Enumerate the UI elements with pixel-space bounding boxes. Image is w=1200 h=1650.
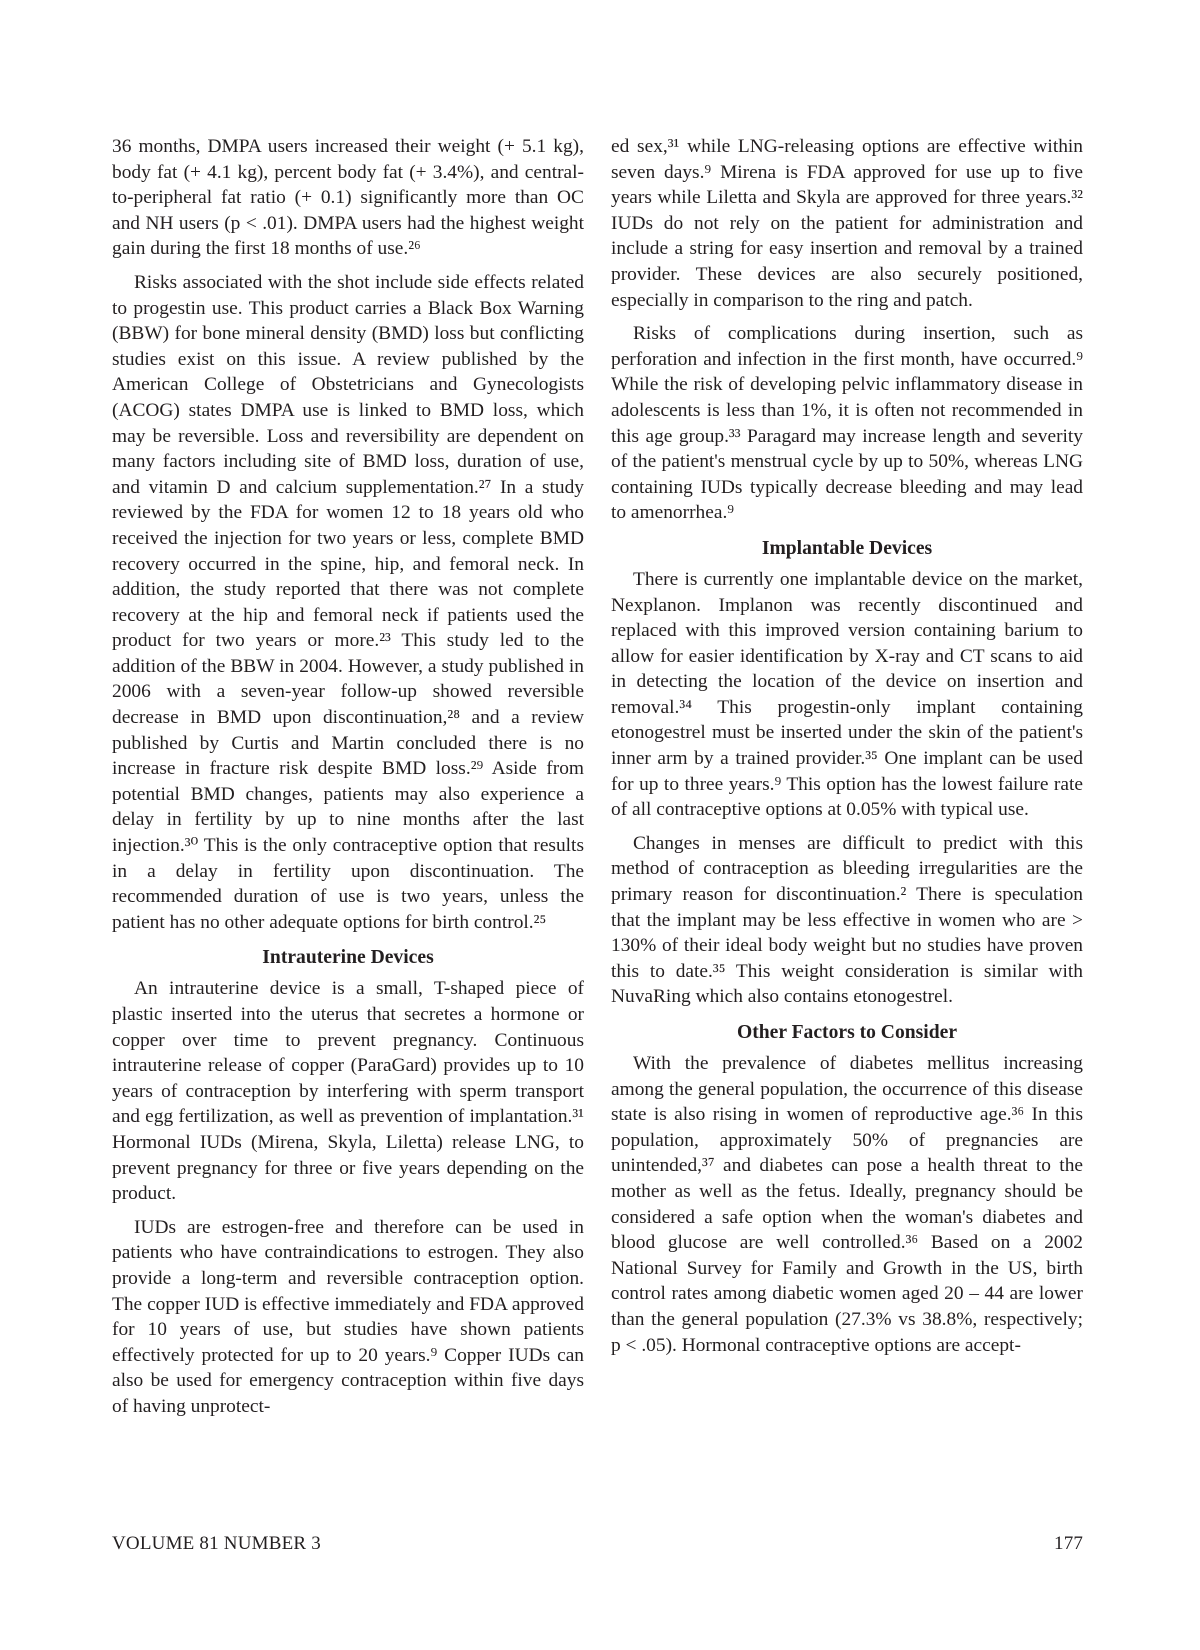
body-paragraph: With the prevalence of diabetes mellitus increasing among the general population, the occurrence of this disease state is also rising in women of reproductive age.³⁶ In this population, approximately 50% of pregnancies are unintended,³⁷ and diabetes can pose a health threat to the mother as well as the fetus. Ideally, pregnancy should be considered a safe option when the woman's diabetes and blood glucose are well controlled.³⁶ Based on a 2002 National Survey for Family and Growth in the US, birth control rates among diabetic women aged 20 – 44 are lower than the general population (27.3% vs 38.8%, respectively; p < .05). Hormonal contraceptive options are accept-	[611, 1053, 1083, 1356]
left-column	[112, 134, 584, 1420]
section-heading-intrauterine-devices: Intrauterine Devices	[262, 947, 434, 969]
section-heading-implantable-devices: Implantable Devices	[761, 537, 933, 559]
body-paragraph: Risks associated with the shot include side effects related to progestin use. This product carries a Black Box Warning (BBW) for bone mineral density (BMD) loss but conflicting studies exist on this issue. A review published by the American College of Obstetricians and Gynecologists (ACOG) states DMPA use is linked to BMD loss, which may be reversible. Loss and reversibility are dependent on many factors including site of BMD loss, duration of use, and vitamin D and calcium supplementation.²⁷ In a study reviewed by the FDA for women 12 to 18 years old who received the injection for two years or less, complete BMD recovery occurred in the spine, hip, and femoral neck. In addition, the study reported that there was not complete recovery at the hip and femoral neck if patients used the product for two years or more.²³ This study led to the addition of the BBW in 2004. However, a study published in 2006 with a seven-year follow-up showed reversible decrease in BMD upon discontinuation,²⁸ and a review published by Curtis and Martin concluded there is no increase in fracture risk despite BMD loss.²⁹ Aside from potential BMD changes, patients may also experience a delay in fertility by up to nine months after the last injection.³⁰ This is the only contraceptive option that results in a delay in fertility upon discontinuation. The recommended duration of use is two years, unless the patient has no other adequate options for birth control.²⁵	[112, 271, 584, 933]
footer-page-number: 177	[1054, 1533, 1084, 1554]
footer-journal-volume: VOLUME 81 NUMBER 3	[112, 1533, 321, 1554]
body-paragraph: An intrauterine device is a small, T-shaped piece of plastic inserted into the uterus that secretes a hormone or copper over time to prevent pregnancy. Continuous intrauterine release of copper (ParaGard) provides up to 10 years of contraception by interfering with sperm transport and egg fertilization, as well as prevention of implantation.³¹ Hormonal IUDs (Mirena, Skyla, Liletta) release LNG, to prevent pregnancy for three or five years depending on the product.	[112, 978, 584, 1205]
body-paragraph: 36 months, DMPA users increased their weight (+ 5.1 kg), body fat (+ 4.1 kg), percent body fat (+ 3.4%), and central-to-peripheral fat ratio (+ 0.1) significantly more than OC and NH users (p < .01). DMPA users had the highest weight gain during the first 18 months of use.²⁶	[112, 136, 584, 260]
body-paragraph: Risks of complications during insertion, such as perforation and infection in the first month, have occurred.⁹ While the risk of developing pelvic inflammatory disease in adolescents is less than 1%, it is often not recommended in this age group.³³ Paragard may increase length and severity of the patient's menstrual cycle by up to 50%, whereas LNG containing IUDs typically decrease bleeding and may lead to amenorrhea.⁹	[611, 323, 1083, 524]
body-paragraph: ed sex,³¹ while LNG-releasing options are effective within seven days.⁹ Mirena is FDA approved for use up to five years while Liletta and Skyla are approved for three years.³² IUDs do not rely on the patient for administration and include a string for easy insertion and removal by a trained provider. These devices are also securely positioned, especially in comparison to the ring and patch.	[611, 136, 1083, 311]
right-column	[611, 134, 1083, 1358]
body-paragraph: There is currently one implantable device on the market, Nexplanon. Implanon was recently discontinued and replaced with this improved version containing barium to allow for easier identification by X-ray and CT scans to aid in detecting the location of the device on insertion and removal.³⁴ This progestin-only implant containing etonogestrel must be inserted under the skin of the patient's inner arm by a trained provider.³⁵ One implant can be used for up to three years.⁹ This option has the lowest failure rate of all contraceptive options at 0.05% with typical use.	[611, 568, 1083, 821]
body-paragraph: Changes in menses are difficult to predict with this method of contraception as bleeding irregularities are the primary reason for discontinuation.² There is speculation that the implant may be less effective in women who are > 130% of their ideal body weight but no studies have proven this to date.³⁵ This weight consideration is similar with NuvaRing which also contains etonogestrel.	[611, 832, 1083, 1008]
body-paragraph: IUDs are estrogen-free and therefore can be used in patients who have contraindications to estrogen. They also provide a long-term and reversible contraception option. The copper IUD is effective immediately and FDA approved for 10 years of use, but studies have shown patients effectively protected for up to 20 years.⁹ Copper IUDs can also be used for emergency contraception within five days of having unprotect-	[112, 1216, 584, 1417]
section-heading-other-factors: Other Factors to Consider	[736, 1022, 958, 1043]
